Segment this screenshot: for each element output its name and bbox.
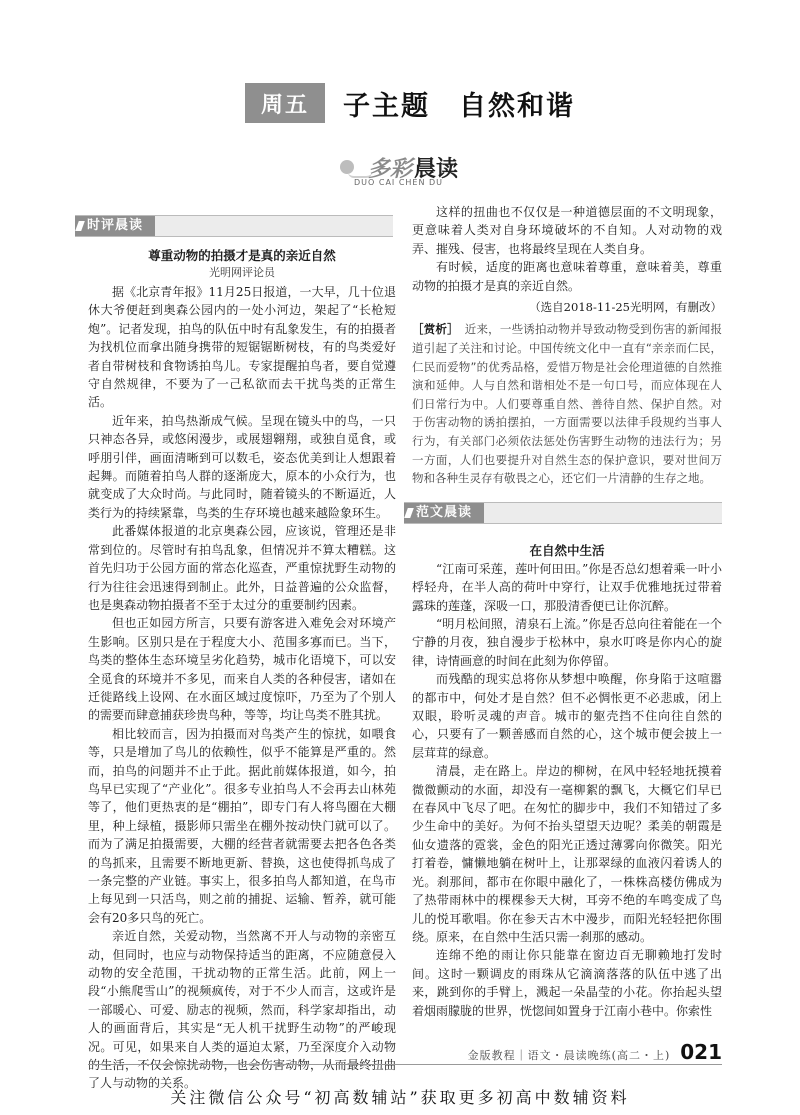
bottom-notice: 关注微信公众号“初高数辅站”获取更多初高中数辅资料 xyxy=(170,1088,630,1107)
comment-text: 近来，一些诱拍动物并导致动物受到伤害的新闻报道引起了关注和讨论。中国传统文化中一直有“亲亲而仁民，仁民而爱物”的优秀品格，爱惜万物是社会伦理道德的自然推演和延伸。人与自然和谐相处不是一句口号，而应体现在人们日常行为中。人们要尊重自然、善待自然、保护自然。对于伤害动物的诱拍摆拍，一方面需要以法律手段规约当事人行为，有关部门必须依法惩处伤害野生动物的违法行为；另一方面，人们也要提升对自然生态的保护意识，要对世间万物和各种生灵存有敬畏之心，还它们一片清静的生存之地。 xyxy=(412,322,723,486)
article-source: （选自2018-11-25光明网，有删改） xyxy=(529,300,722,315)
comment-tag: ［赏析］ xyxy=(412,322,454,337)
article-paragraph: 但也正如园方所言，只要有游客进入难免会对环境产生影响。区别只是在于程度大小、范围多寡而已。当下，鸟类的整体生态环境呈劣化趋势，城市化语境下，可以安全觅食的环境并不多见，而来自人类的各种侵害，诸如在迁徙路线上设网、在水面区域过度惊吓，乃至为了个别人的需要而肆意捕获珍贵鸟种，等等，均让鸟类不胜其扰。 xyxy=(88,616,396,723)
article-author: 光明网评论员 xyxy=(209,266,275,279)
essay-paragraph: 连绵不绝的雨让你只能靠在窗边百无聊赖地打发时间。这时一颗调皮的雨珠从它滴滴落落的队伍中逃了出来，跳到你的手臂上，溅起一朵晶莹的小花。你抬起头望着烟雨朦胧的世界，恍惚间如置身于江南小巷中。你索性 xyxy=(412,948,722,1018)
section-tab-model-essay xyxy=(404,502,722,524)
logo-pinyin: DUO CAI CHEN DU xyxy=(354,178,444,187)
footer-divider xyxy=(88,1064,722,1065)
article-paragraph: 此番媒体报道的北京奥森公园，应该说，管理还是非常到位的。尽管时有拍鸟乱象，但情况并不算太糟糕。这首先归功于公园方面的常态化巡查，严重惊扰野生动物的行为往往会迅速得到制止。此外，日益普遍的公众监督，也是奥森动物拍摄者不至于太过分的重要制约因素。 xyxy=(88,524,396,612)
left-column xyxy=(88,215,396,1093)
page-number: 021 xyxy=(680,1040,722,1064)
essay-title: 在自然中生活 xyxy=(529,542,605,558)
section-label: 时评晨读 xyxy=(87,218,144,233)
article-paragraph: 据《北京青年报》11月25日报道，一大早，几十位退休大爷便赶到奥森公园内的一处小河边，架起了“长枪短炮”。记者发现，拍鸟的队伍中时有乱象发生，有的拍摄者为找机位而拿出随身携带的短锯锯断树枝，有的鸟类爱好者自带树枝和食物诱拍鸟儿。专家提醒拍鸟者，要自觉遵守自然规律，不要为了一己私欲而去干扰鸟类的正常生活。 xyxy=(88,285,396,410)
logo-colorful-text: 多彩 xyxy=(368,157,413,182)
section-tab-commentary xyxy=(75,215,396,237)
article-paragraph: 这样的扭曲也不仅仅是一种道德层面的不文明现象，更意味着人类对自身环境破坏的不自知。人对动物的戏弄、摧残、侵害，也将最终呈现在人类自身。 xyxy=(412,205,722,256)
section-label: 范文晨读 xyxy=(416,504,473,520)
essay-paragraph: 而残酷的现实总将你从梦想中唤醒，你身陷于这喧嚣的都市中，何处才是自然？但不必惆怅更不必悲戚，闭上双眼，聆听灵魂的声音。城市的躯壳挡不住向往自然的心，只要有了一颗善感而自然的心，这个城市便会披上一层茸茸的绿意。 xyxy=(412,672,722,760)
colorful-morning-reading-logo xyxy=(340,150,470,190)
day-badge: 周五 xyxy=(245,83,325,123)
article-paragraph: 近年来，拍鸟热渐成气候。呈现在镜头中的鸟，一只只神态各异，或悠闲漫步，或展翅翱翔，或独自觅食，或呼朋引伴，画面清晰到可以数毛，姿态优美到让人想跟着起舞。而随着拍鸟人群的逐渐庞大，原本的小众行为，也就变成了大众时尚。与此同时，随着镜头的不断逼近，人类行为的持续紧靠，鸟类的生存环境也越来越险象环生。 xyxy=(88,413,396,520)
essay-paragraph: 清晨，走在路上。岸边的柳树，在风中轻轻地抚摸着微微颤动的水面，却没有一毫柳絮的飘飞，大概它们早已在春风中飞尽了吧。在匆忙的脚步中，我们不知错过了多少生命中的美好。为何不抬头望望天边呢？柔美的朝霞是仙女遗落的霓裳，金色的阳光正透过薄雾向你微笑。阳光打着卷，慵懒地躺在树叶上，让那翠绿的血液闪着诱人的光。刹那间，都市在你眼中融化了，一株株高楼仿佛成为了热带雨林中的棵棵参天大树，耳旁不绝的车鸣变成了鸟儿的悦耳歌唱。你在参天古木中漫步，而阳光轻轻把你围绕。原来，在自然中生活只需一刹那的感动。 xyxy=(412,764,722,944)
article-paragraph: 相比较而言，因为拍摄而对鸟类产生的惊扰，如喂食等，只是增加了鸟儿的依赖性，似乎不能算是严重的。然而，拍鸟的问题并不止于此。据此前媒体报道，如今，拍鸟早已实现了“产业化”。很多专业拍鸟人不会再去山林苑等了，他们更热衷的是“棚拍”，即专门有人将鸟圈在大棚里，种上绿植，摄影师只需坐在棚外按动快门就可以了。而为了满足拍摄需要，大棚的经营者就需要去把各色各类的鸟抓来，且需要不断地更新、替换，这也使得抓鸟成了一条完整的产业链。事实上，很多拍鸟人都知道，在鸟市上每见到一只活鸟，则之前的捕捉、运输、暂养，就可能会有20多只鸟的死亡。 xyxy=(88,726,396,925)
right-column xyxy=(412,203,722,1020)
page-footer xyxy=(468,1040,722,1064)
page-header xyxy=(245,83,575,123)
essay-paragraph: “明月松间照，清泉石上流。”你是否总向往着能在一个宁静的月夜，独自漫步于松林中，泉水叮咚是你内心的旋律，诗情画意的时间在此刻为你停留。 xyxy=(412,617,722,668)
logo-morning-reading-text: 晨读 xyxy=(414,157,459,182)
article-paragraph: 有时候，适度的距离也意味着尊重，意味着美，尊重动物的拍摄才是真的亲近自然。 xyxy=(412,260,722,293)
page-title: 子主题 自然和谐 xyxy=(343,90,575,122)
essay-paragraph: “江南可采莲，莲叶何田田。”你是否总幻想着乘一叶小桴轻舟，在半人高的荷叶中穿行，让双手优雅地抚过带着露珠的莲蓬，深吸一口，那股清香便已让你沉醉。 xyxy=(412,561,722,613)
footer-book-title: 金版教程｜语文・晨读晚练(高二・上) xyxy=(467,1049,671,1062)
article-paragraph: 亲近自然，关爱动物，当然离不开人与动物的亲密互动，但同时，也应与动物保持适当的距离，不应随意侵入动物的安全范围，干扰动物的正常生活。此前，网上一段“小熊爬雪山”的视频疯传，对于不少人而言，这或许是一部暖心、可爱、励志的视频，然而，科学家却指出，动人的画面背后，其实是“无人机干扰野生动物”的严峻现况。可见，如果来自人类的逼迫太紧，乃至深度介入动物的生活，不仅会惊扰动物，也会伤害动物，从而最终扭曲了人与动物的关系。 xyxy=(88,929,396,1091)
article-title: 尊重动物的拍摄才是真的亲近自然 xyxy=(148,248,336,263)
appreciation-comment xyxy=(412,320,722,487)
